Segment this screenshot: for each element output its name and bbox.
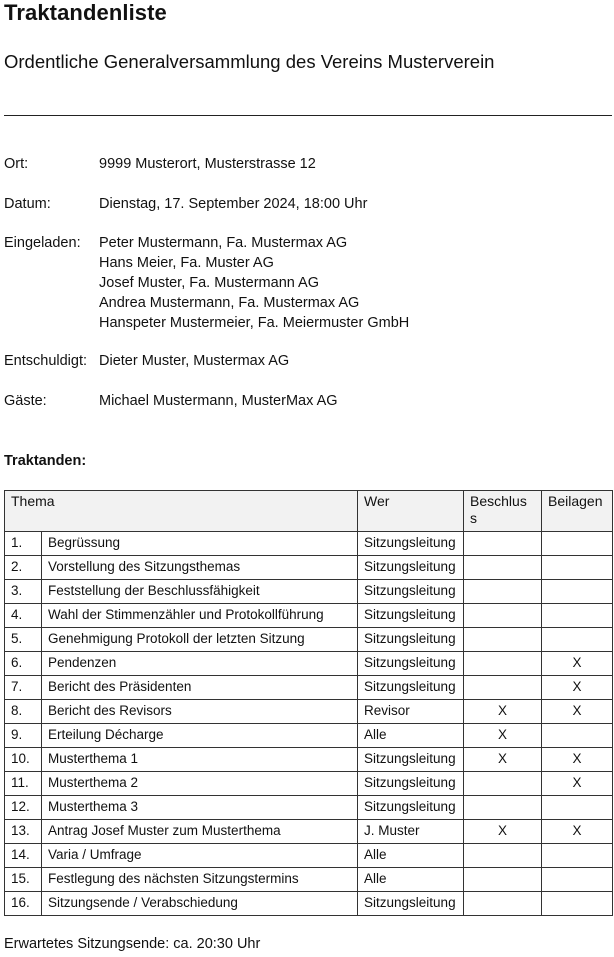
table-row (5, 604, 613, 628)
row-wer: Sitzungsleitung (358, 628, 464, 652)
table-row (5, 796, 613, 820)
document-title: Traktandenliste (4, 0, 167, 25)
table-row (5, 724, 613, 748)
row-number: 15. (5, 868, 42, 892)
datum-value: Dienstag, 17. September 2024, 18:00 Uhr (99, 196, 368, 212)
row-beschluss: X (464, 700, 542, 724)
row-thema: Genehmigung Protokoll der letzten Sitzung (42, 628, 358, 652)
entschuldigt-value: Dieter Muster, Mustermax AG (99, 353, 290, 369)
row-beilagen (542, 580, 613, 604)
row-wer: Sitzungsleitung (358, 796, 464, 820)
row-number: 3. (5, 580, 42, 604)
header-beschluss: Beschlus s (464, 491, 542, 532)
row-beschluss (464, 628, 542, 652)
row-thema: Wahl der Stimmenzähler und Protokollführung (42, 604, 358, 628)
row-beilagen (542, 628, 613, 652)
ort-value: 9999 Musterort, Musterstrasse 12 (99, 156, 316, 172)
row-thema: Begrüssung (42, 532, 358, 556)
table-header-row (5, 491, 613, 532)
table-row (5, 652, 613, 676)
gaeste-label: Gäste: (4, 393, 47, 409)
row-beschluss: X (464, 820, 542, 844)
row-beilagen (542, 844, 613, 868)
row-wer: Sitzungsleitung (358, 892, 464, 916)
table-row (5, 628, 613, 652)
row-number: 11. (5, 772, 42, 796)
row-number: 2. (5, 556, 42, 580)
row-beilagen: X (542, 676, 613, 700)
row-thema: Musterthema 1 (42, 748, 358, 772)
row-beilagen (542, 724, 613, 748)
row-beschluss (464, 772, 542, 796)
horizontal-rule (4, 115, 612, 116)
row-thema: Erteilung Décharge (42, 724, 358, 748)
row-wer: Alle (358, 844, 464, 868)
row-thema: Sitzungsende / Verabschiedung (42, 892, 358, 916)
row-number: 13. (5, 820, 42, 844)
row-wer: Sitzungsleitung (358, 604, 464, 628)
row-wer: Sitzungsleitung (358, 772, 464, 796)
row-wer: Revisor (358, 700, 464, 724)
row-number: 12. (5, 796, 42, 820)
row-number: 4. (5, 604, 42, 628)
row-number: 10. (5, 748, 42, 772)
traktanden-heading: Traktanden: (4, 453, 87, 469)
row-number: 14. (5, 844, 42, 868)
row-beilagen (542, 604, 613, 628)
row-beschluss (464, 580, 542, 604)
row-wer: Sitzungsleitung (358, 580, 464, 604)
row-beilagen (542, 532, 613, 556)
row-beschluss (464, 892, 542, 916)
row-thema: Antrag Josef Muster zum Musterthema (42, 820, 358, 844)
row-beschluss (464, 532, 542, 556)
row-number: 8. (5, 700, 42, 724)
datum-label: Datum: (4, 196, 51, 212)
row-beschluss (464, 604, 542, 628)
eingeladen-item: Andrea Mustermann, Fa. Mustermax AG (99, 295, 360, 311)
row-beilagen: X (542, 820, 613, 844)
row-beilagen: X (542, 772, 613, 796)
row-wer: Sitzungsleitung (358, 748, 464, 772)
row-wer: Sitzungsleitung (358, 652, 464, 676)
row-wer: Sitzungsleitung (358, 532, 464, 556)
ort-label: Ort: (4, 156, 29, 172)
row-beschluss: X (464, 748, 542, 772)
row-wer: J. Muster (358, 820, 464, 844)
row-beschluss (464, 676, 542, 700)
eingeladen-item: Peter Mustermann, Fa. Mustermax AG (99, 235, 348, 251)
row-number: 1. (5, 532, 42, 556)
row-wer: Sitzungsleitung (358, 676, 464, 700)
eingeladen-item: Josef Muster, Fa. Mustermann AG (99, 275, 319, 291)
row-number: 9. (5, 724, 42, 748)
row-beilagen: X (542, 700, 613, 724)
row-thema: Varia / Umfrage (42, 844, 358, 868)
row-number: 16. (5, 892, 42, 916)
eingeladen-list (99, 233, 409, 333)
row-beschluss (464, 844, 542, 868)
table-row (5, 892, 613, 916)
row-wer: Alle (358, 868, 464, 892)
row-wer: Alle (358, 724, 464, 748)
row-thema: Feststellung der Beschlussfähigkeit (42, 580, 358, 604)
row-thema: Bericht des Präsidenten (42, 676, 358, 700)
row-thema: Bericht des Revisors (42, 700, 358, 724)
row-number: 5. (5, 628, 42, 652)
row-number: 6. (5, 652, 42, 676)
table-row (5, 676, 613, 700)
header-beilagen: Beilagen (542, 491, 613, 532)
eingeladen-item: Hanspeter Mustermeier, Fa. Meiermuster GmbH (99, 315, 410, 331)
expected-end: Erwartetes Sitzungsende: ca. 20:30 Uhr (4, 936, 261, 952)
row-number: 7. (5, 676, 42, 700)
header-wer: Wer (358, 491, 464, 532)
row-beilagen: X (542, 652, 613, 676)
row-beilagen (542, 556, 613, 580)
row-thema: Festlegung des nächsten Sitzungstermins (42, 868, 358, 892)
table-row (5, 844, 613, 868)
row-beilagen (542, 868, 613, 892)
row-beschluss (464, 556, 542, 580)
row-beschluss: X (464, 724, 542, 748)
row-beilagen (542, 892, 613, 916)
eingeladen-label: Eingeladen: (4, 235, 81, 251)
row-beschluss (464, 652, 542, 676)
row-wer: Sitzungsleitung (358, 556, 464, 580)
row-thema: Musterthema 3 (42, 796, 358, 820)
row-beschluss (464, 868, 542, 892)
table-row (5, 700, 613, 724)
row-thema: Musterthema 2 (42, 772, 358, 796)
eingeladen-item: Hans Meier, Fa. Muster AG (99, 255, 274, 271)
row-thema: Vorstellung des Sitzungsthemas (42, 556, 358, 580)
header-thema: Thema (5, 491, 358, 532)
row-beschluss (464, 796, 542, 820)
row-beilagen (542, 796, 613, 820)
gaeste-value: Michael Mustermann, MusterMax AG (99, 393, 338, 409)
table-row (5, 532, 613, 556)
traktanden-table (4, 490, 613, 916)
table-row (5, 772, 613, 796)
row-thema: Pendenzen (42, 652, 358, 676)
table-row (5, 580, 613, 604)
table-row (5, 868, 613, 892)
table-row (5, 820, 613, 844)
document-subtitle: Ordentliche Generalversammlung des Vereins Musterverein (4, 51, 495, 72)
entschuldigt-label: Entschuldigt: (4, 353, 88, 369)
table-row (5, 748, 613, 772)
table-row (5, 556, 613, 580)
row-beilagen: X (542, 748, 613, 772)
